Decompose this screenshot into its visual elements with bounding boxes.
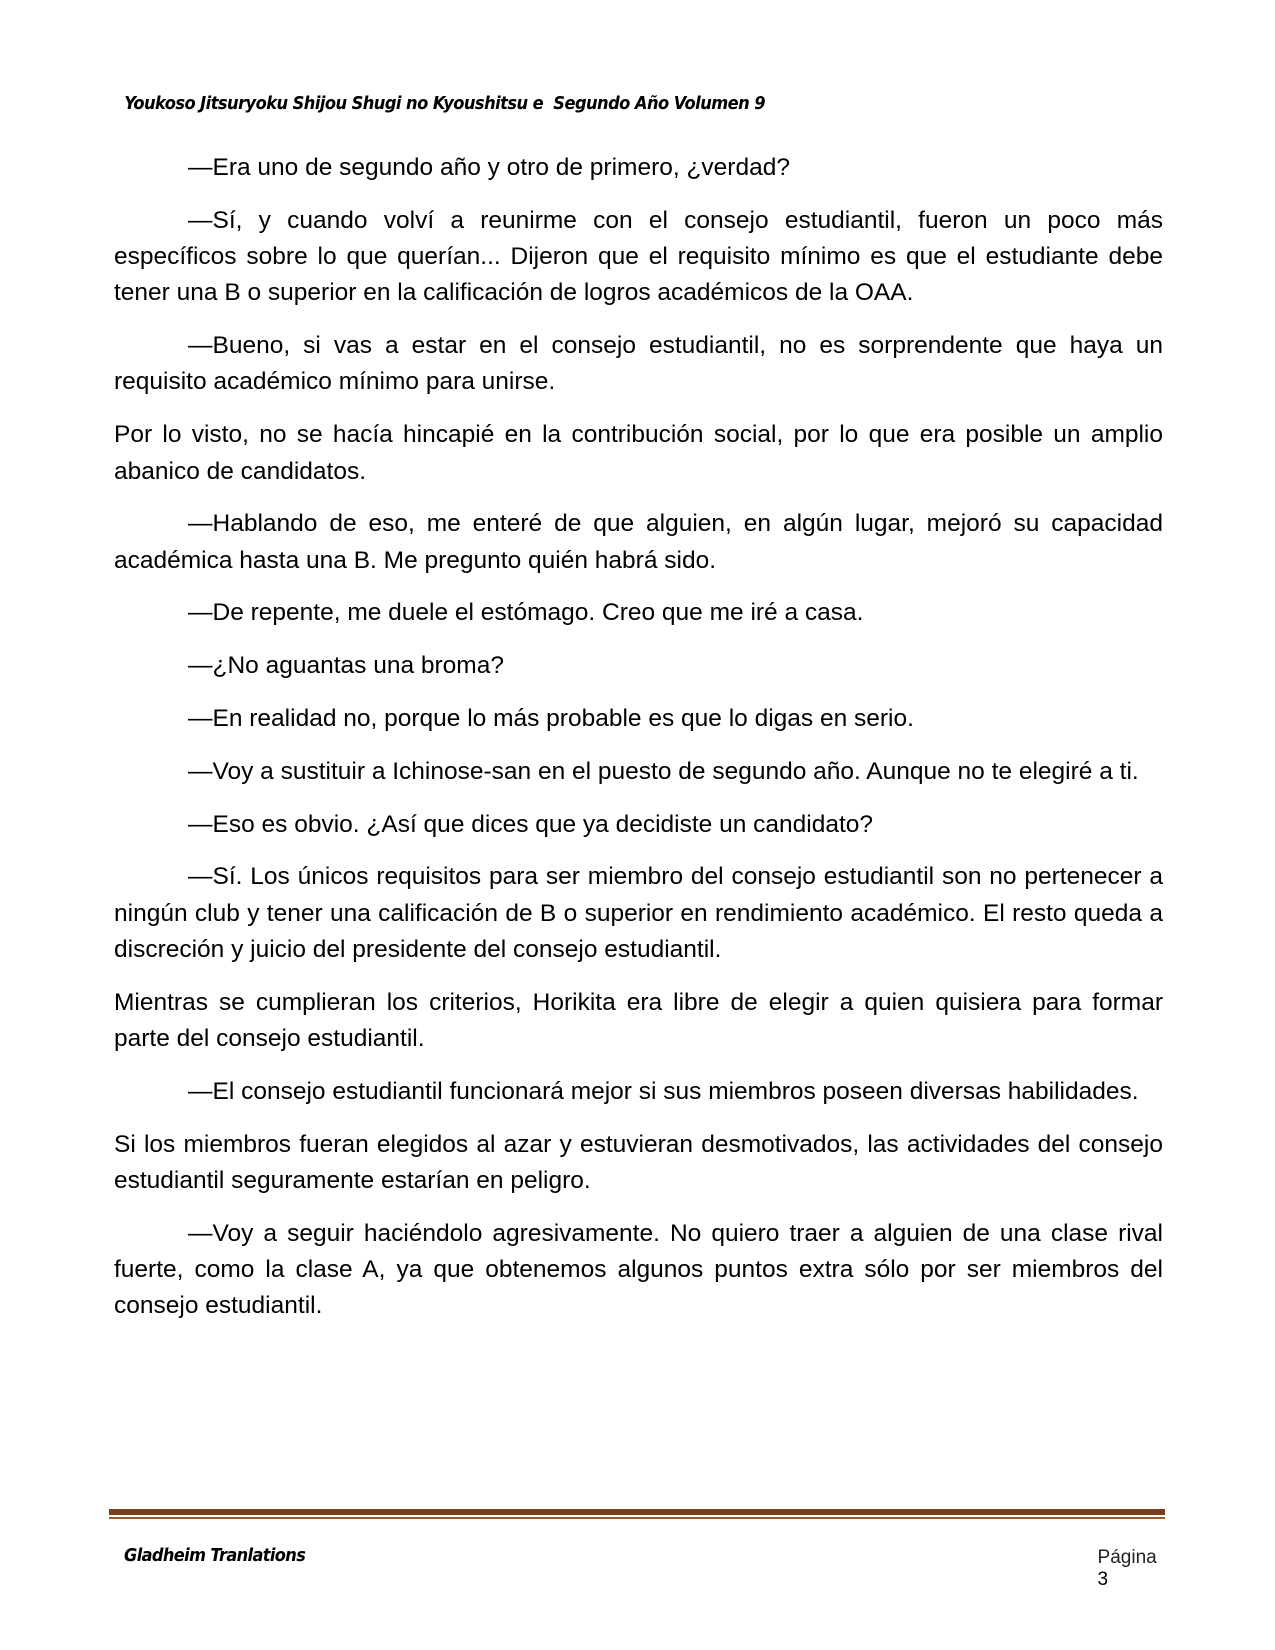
page-number: 3 <box>1097 1569 1109 1590</box>
paragraph-dialogue: —Voy a seguir haciéndolo agresivamente. No quiero traer a alguien de una clase rival fuerte, como la clase A, ya que obtenemos algunos puntos extra sólo por ser miembros del consejo estudiantil. <box>114 1219 1163 1320</box>
paragraph-narration: Si los miembros fueran elegidos al azar y estuvieran desmotivados, las actividades del consejo estudiantil seguramente estarían en peligro. <box>114 1130 1163 1195</box>
paragraph-dialogue: —Sí. Los únicos requisitos para ser miembro del consejo estudiantil son no pertenecer a ningún club y tener una calificación de B o superior en rendimiento académico. El resto queda a discreción y juicio del presidente del consejo estudiantil. <box>114 863 1163 964</box>
page-number-block <box>1087 1525 1162 1591</box>
paragraph-dialogue: —De repente, me duele el estómago. Creo que me iré a casa. <box>188 599 864 627</box>
page-label: Página <box>1097 1547 1162 1568</box>
paragraph-dialogue: —Era uno de segundo año y otro de primero, ¿verdad? <box>188 154 790 181</box>
paragraph-dialogue: —Voy a sustituir a Ichinose-san en el puesto de segundo año. Aunque no te elegiré a ti. <box>188 757 1139 785</box>
footer-divider <box>109 1509 1165 1520</box>
paragraph-dialogue: —En realidad no, porque lo más probable es que lo digas en serio. <box>188 705 914 733</box>
footer-divider-thick <box>109 1509 1165 1515</box>
paragraph-dialogue: —Bueno, si vas a estar en el consejo estudiantil, no es sorprendente que haya un requisito académico mínimo para unirse. <box>114 332 1163 396</box>
footer-translator <box>114 1524 305 1566</box>
footer-divider-thin <box>109 1517 1165 1519</box>
paragraph-dialogue: —Sí, y cuando volví a reunirme con el consejo estudiantil, fueron un poco más específicos sobre lo que querían... Dijeron que el requisito mínimo es que el estudiante debe tener una B o superior en la calificación de logros académicos de la OAA. <box>114 206 1163 307</box>
paragraph-dialogue: —¿No aguantas una broma? <box>188 652 504 680</box>
translator-name: Gladheim Tranlations <box>124 1545 306 1566</box>
page-body <box>114 150 1163 1341</box>
running-header <box>114 74 765 114</box>
paragraph-dialogue: —Eso es obvio. ¿Así que dices que ya decidiste un candidato? <box>188 810 874 838</box>
paragraph-narration: Mientras se cumplieran los criterios, Horikita era libre de elegir a quien quisiera para formar parte del consejo estudiantil. <box>114 988 1163 1053</box>
paragraph-narration: Por lo visto, no se hacía hincapié en la contribución social, por lo que era posible un amplio abanico de candidatos. <box>114 421 1163 485</box>
book-title: Youkoso Jitsuryoku Shijou Shugi no Kyoushitsu e Segundo Año Volumen 9 <box>124 94 766 114</box>
paragraph-dialogue: —Hablando de eso, me enteré de que alguien, en algún lugar, mejoró su capacidad académica hasta una B. Me pregunto quién habrá sido. <box>114 510 1163 574</box>
paragraph-dialogue: —El consejo estudiantil funcionará mejor si sus miembros poseen diversas habilidades. <box>188 1077 1139 1105</box>
